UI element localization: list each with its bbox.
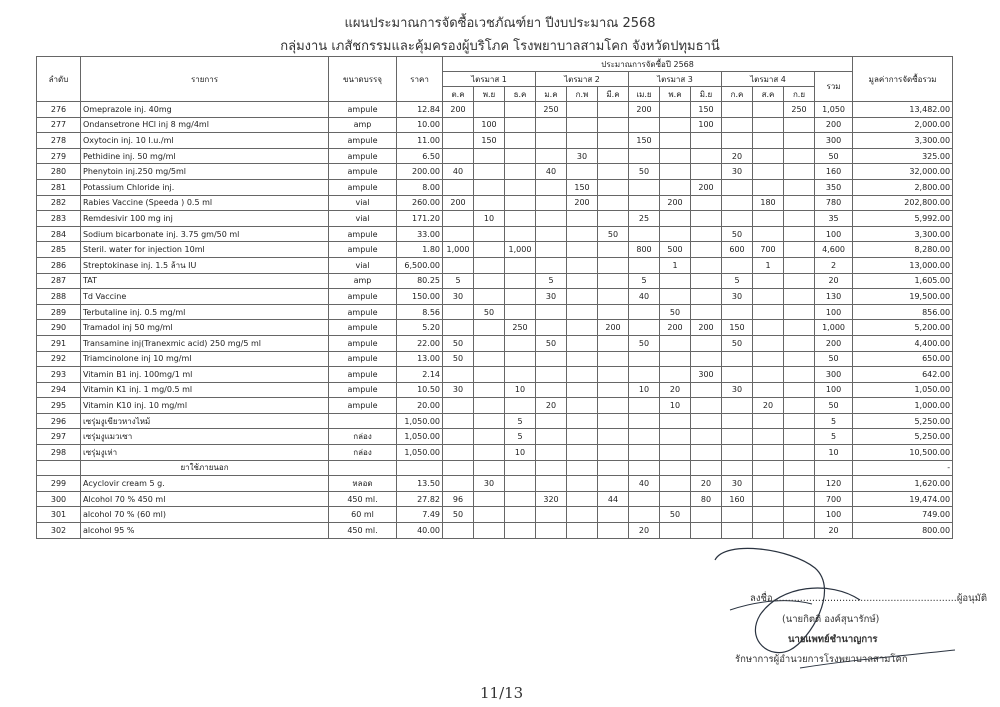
total-qty: 20 (815, 523, 853, 539)
header-month: เม.ย (629, 87, 660, 102)
month-qty: 40 (536, 164, 567, 180)
signatory-acting-role: รักษาการผู้อำนวยการโรงพยาบาลสามโคก (735, 654, 908, 665)
unit-price: 260.00 (397, 195, 443, 211)
month-qty: 5 (505, 413, 536, 429)
month-qty: 200 (691, 179, 722, 195)
month-qty: 700 (753, 242, 784, 258)
row-number: 283 (37, 211, 81, 227)
header-month: ก.ค (722, 87, 753, 102)
item-name: Rabies Vaccine (Speeda ) 0.5 ml (81, 195, 329, 211)
pack-size: ampule (329, 148, 397, 164)
item-name: Ondansetrone HCl inj 8 mg/4ml (81, 117, 329, 133)
signatory-position: นายแพทย์ชำนาญการ (788, 634, 878, 645)
month-qty: 20 (629, 523, 660, 539)
total-value: 642.00 (853, 367, 953, 383)
header-month: มิ.ย (691, 87, 722, 102)
month-qty: 50 (536, 335, 567, 351)
total-qty: 20 (815, 273, 853, 289)
month-qty: 320 (536, 491, 567, 507)
month-qty: 200 (567, 195, 598, 211)
unit-price: 150.00 (397, 289, 443, 305)
row-number: 276 (37, 102, 81, 118)
pack-size: ampule (329, 382, 397, 398)
item-name: Td Vaccine (81, 289, 329, 305)
item-name: Omeprazole inj. 40mg (81, 102, 329, 118)
unit-price: 10.00 (397, 117, 443, 133)
month-qty: 150 (691, 102, 722, 118)
total-value: 325.00 (853, 148, 953, 164)
pack-size: หลอด (329, 476, 397, 492)
pack-size: 450 ml. (329, 491, 397, 507)
month-qty: 200 (443, 195, 474, 211)
row-number: 299 (37, 476, 81, 492)
row-number: 294 (37, 382, 81, 398)
total-qty: 1,050 (815, 102, 853, 118)
header-no: ลำดับ (37, 57, 81, 102)
row-number: 288 (37, 289, 81, 305)
header-plan: ประมาณการจัดซื้อปี 2568 (443, 57, 853, 72)
row-number: 289 (37, 304, 81, 320)
month-qty: 250 (536, 102, 567, 118)
pack-size: ampule (329, 335, 397, 351)
item-name: Vitamin B1 inj. 100mg/1 ml (81, 367, 329, 383)
header-value: มูลค่าการจัดซื้อรวม (853, 57, 953, 102)
total-qty: 350 (815, 179, 853, 195)
total-value: 5,250.00 (853, 413, 953, 429)
document-title: แผนประมาณการจัดซื้อเวชภัณฑ์ยา ปีงบประมาณ 2568 (344, 16, 656, 31)
section-value: - (853, 460, 953, 476)
month-qty: 50 (598, 226, 629, 242)
item-name: Sodium bicarbonate inj. 3.75 gm/50 ml (81, 226, 329, 242)
month-qty: 50 (660, 304, 691, 320)
item-name: Transamine inj(Tranexmic acid) 250 mg/5 ml (81, 335, 329, 351)
item-name: Oxytocin inj. 10 I.u./ml (81, 133, 329, 149)
total-qty: 200 (815, 335, 853, 351)
pack-size: vial (329, 195, 397, 211)
header-q3: ไตรมาส 3 (629, 72, 722, 87)
pack-size: ampule (329, 179, 397, 195)
month-qty: 200 (660, 195, 691, 211)
month-qty: 96 (443, 491, 474, 507)
month-qty: 200 (691, 320, 722, 336)
item-name: Acyclovir cream 5 g. (81, 476, 329, 492)
row-number: 292 (37, 351, 81, 367)
row-number: 302 (37, 523, 81, 539)
item-name: Potassium Chloride inj. (81, 179, 329, 195)
total-value: 1,000.00 (853, 398, 953, 414)
total-qty: 5 (815, 429, 853, 445)
unit-price: 1,050.00 (397, 429, 443, 445)
total-qty: 50 (815, 398, 853, 414)
month-qty: 50 (443, 335, 474, 351)
row-number: 296 (37, 413, 81, 429)
month-qty: 1,000 (505, 242, 536, 258)
row-number: 279 (37, 148, 81, 164)
total-qty: 100 (815, 226, 853, 242)
pack-size: ampule (329, 133, 397, 149)
month-qty: 150 (567, 179, 598, 195)
month-qty: 200 (598, 320, 629, 336)
pack-size: ampule (329, 398, 397, 414)
month-qty: 30 (722, 382, 753, 398)
month-qty: 100 (691, 117, 722, 133)
month-qty: 40 (629, 476, 660, 492)
unit-price: 27.82 (397, 491, 443, 507)
month-qty: 10 (505, 382, 536, 398)
total-qty: 10 (815, 445, 853, 461)
unit-price: 8.00 (397, 179, 443, 195)
month-qty: 250 (505, 320, 536, 336)
pack-size: ampule (329, 304, 397, 320)
total-value: 5,200.00 (853, 320, 953, 336)
total-value: 202,800.00 (853, 195, 953, 211)
unit-price: 22.00 (397, 335, 443, 351)
pack-size: amp (329, 273, 397, 289)
header-month: มี.ค (598, 87, 629, 102)
month-qty: 100 (474, 117, 505, 133)
total-value: 2,800.00 (853, 179, 953, 195)
row-number: 297 (37, 429, 81, 445)
month-qty: 600 (722, 242, 753, 258)
pack-size: 450 ml. (329, 523, 397, 539)
month-qty: 40 (443, 164, 474, 180)
month-qty: 150 (629, 133, 660, 149)
month-qty: 1 (660, 257, 691, 273)
row-number: 282 (37, 195, 81, 211)
item-name: Terbutaline inj. 0.5 mg/ml (81, 304, 329, 320)
header-total: รวม (815, 72, 853, 102)
unit-price: 13.50 (397, 476, 443, 492)
header-month: ส.ค (753, 87, 784, 102)
total-value: 19,474.00 (853, 491, 953, 507)
month-qty: 30 (536, 289, 567, 305)
item-name: alcohol 70 % (60 ml) (81, 507, 329, 523)
unit-price: 200.00 (397, 164, 443, 180)
total-qty: 200 (815, 117, 853, 133)
month-qty: 200 (443, 102, 474, 118)
month-qty: 10 (474, 211, 505, 227)
total-value: 8,280.00 (853, 242, 953, 258)
unit-price: 80.25 (397, 273, 443, 289)
month-qty: 10 (660, 398, 691, 414)
unit-price: 171.20 (397, 211, 443, 227)
pack-size: ampule (329, 226, 397, 242)
unit-price: 1,050.00 (397, 413, 443, 429)
month-qty: 30 (567, 148, 598, 164)
pack-size: ampule (329, 320, 397, 336)
header-month: ธ.ค (505, 87, 536, 102)
total-qty: 50 (815, 148, 853, 164)
unit-price: 5.20 (397, 320, 443, 336)
total-qty: 300 (815, 133, 853, 149)
unit-price: 40.00 (397, 523, 443, 539)
total-qty: 35 (815, 211, 853, 227)
total-value: 3,300.00 (853, 226, 953, 242)
month-qty: 20 (753, 398, 784, 414)
month-qty: 50 (660, 507, 691, 523)
pack-size: ampule (329, 351, 397, 367)
total-value: 13,000.00 (853, 257, 953, 273)
pack-size: 60 ml (329, 507, 397, 523)
header-month: ก.พ (567, 87, 598, 102)
month-qty: 30 (722, 476, 753, 492)
total-qty: 100 (815, 507, 853, 523)
row-number: 280 (37, 164, 81, 180)
unit-price: 20.00 (397, 398, 443, 414)
total-value: 800.00 (853, 523, 953, 539)
month-qty: 50 (443, 507, 474, 523)
month-qty: 10 (629, 382, 660, 398)
month-qty: 5 (443, 273, 474, 289)
month-qty: 150 (474, 133, 505, 149)
month-qty: 5 (722, 273, 753, 289)
unit-price: 10.50 (397, 382, 443, 398)
month-qty: 180 (753, 195, 784, 211)
header-q1: ไตรมาส 1 (443, 72, 536, 87)
item-name: Vitamin K10 inj. 10 mg/ml (81, 398, 329, 414)
header-q4: ไตรมาส 4 (722, 72, 815, 87)
month-qty: 30 (474, 476, 505, 492)
unit-price: 11.00 (397, 133, 443, 149)
row-number: 284 (37, 226, 81, 242)
total-qty: 50 (815, 351, 853, 367)
item-name: Streptokinase inj. 1.5 ล้าน IU (81, 257, 329, 273)
total-value: 1,605.00 (853, 273, 953, 289)
pack-size: vial (329, 211, 397, 227)
month-qty: 20 (536, 398, 567, 414)
item-name: เซรุ่มงูแมวเซา (81, 429, 329, 445)
row-number: 300 (37, 491, 81, 507)
month-qty: 50 (629, 335, 660, 351)
total-qty: 300 (815, 367, 853, 383)
total-value: 3,300.00 (853, 133, 953, 149)
pack-size: ampule (329, 242, 397, 258)
row-number: 301 (37, 507, 81, 523)
total-qty: 130 (815, 289, 853, 305)
total-qty: 100 (815, 382, 853, 398)
month-qty: 5 (505, 429, 536, 445)
item-name: เซรุ่มงูเห่า (81, 445, 329, 461)
total-value: 2,000.00 (853, 117, 953, 133)
month-qty: 250 (784, 102, 815, 118)
total-qty: 100 (815, 304, 853, 320)
pack-size: amp (329, 117, 397, 133)
total-value: 856.00 (853, 304, 953, 320)
month-qty: 1 (753, 257, 784, 273)
row-number: 287 (37, 273, 81, 289)
item-name: Remdesivir 100 mg inj (81, 211, 329, 227)
unit-price: 12.84 (397, 102, 443, 118)
total-value: 32,000.00 (853, 164, 953, 180)
unit-price: 7.49 (397, 507, 443, 523)
header-month: ม.ค (536, 87, 567, 102)
unit-price: 1,050.00 (397, 445, 443, 461)
month-qty: 5 (536, 273, 567, 289)
row-number: 295 (37, 398, 81, 414)
month-qty: 150 (722, 320, 753, 336)
header-price: ราคา (397, 57, 443, 102)
pack-size: ampule (329, 102, 397, 118)
row-number: 281 (37, 179, 81, 195)
total-qty: 700 (815, 491, 853, 507)
month-qty: 50 (722, 226, 753, 242)
total-value: 5,992.00 (853, 211, 953, 227)
total-qty: 4,600 (815, 242, 853, 258)
month-qty: 300 (691, 367, 722, 383)
month-qty: 50 (629, 164, 660, 180)
total-value: 1,620.00 (853, 476, 953, 492)
total-value: 13,482.00 (853, 102, 953, 118)
pack-size: ampule (329, 289, 397, 305)
month-qty: 500 (660, 242, 691, 258)
month-qty: 30 (722, 164, 753, 180)
row-number: 291 (37, 335, 81, 351)
item-name: Phenytoin inj.250 mg/5ml (81, 164, 329, 180)
total-value: 650.00 (853, 351, 953, 367)
header-month: พ.ย (474, 87, 505, 102)
month-qty: 50 (443, 351, 474, 367)
total-value: 10,500.00 (853, 445, 953, 461)
month-qty: 200 (660, 320, 691, 336)
pack-size: ampule (329, 367, 397, 383)
pack-size: ampule (329, 164, 397, 180)
row-number: 278 (37, 133, 81, 149)
month-qty: 160 (722, 491, 753, 507)
header-month: พ.ค (660, 87, 691, 102)
unit-price: 1.80 (397, 242, 443, 258)
total-qty: 5 (815, 413, 853, 429)
total-qty: 780 (815, 195, 853, 211)
row-number: 290 (37, 320, 81, 336)
unit-price: 2.14 (397, 367, 443, 383)
month-qty: 200 (629, 102, 660, 118)
month-qty: 44 (598, 491, 629, 507)
month-qty: 20 (660, 382, 691, 398)
total-value: 4,400.00 (853, 335, 953, 351)
total-value: 749.00 (853, 507, 953, 523)
document-subtitle: กลุ่มงาน เภสัชกรรมและคุ้มครองผู้บริโภค โรงพยาบาลสามโคก จังหวัดปทุมธานี (280, 39, 720, 54)
page-number: 11/13 (480, 684, 524, 702)
month-qty: 30 (443, 289, 474, 305)
row-number: 293 (37, 367, 81, 383)
total-value: 19,500.00 (853, 289, 953, 305)
header-month: ต.ค (443, 87, 474, 102)
total-qty: 160 (815, 164, 853, 180)
row-number: 298 (37, 445, 81, 461)
item-name: Triamcinolone inj 10 mg/ml (81, 351, 329, 367)
unit-price: 8.56 (397, 304, 443, 320)
month-qty: 50 (722, 335, 753, 351)
month-qty: 20 (691, 476, 722, 492)
month-qty: 30 (722, 289, 753, 305)
header-q2: ไตรมาส 2 (536, 72, 629, 87)
item-name: เซรุ่มงูเขียวหางไหม้ (81, 413, 329, 429)
section-label: ยาใช้ภายนอก (81, 460, 329, 476)
month-qty: 50 (474, 304, 505, 320)
pack-size: กล่อง (329, 429, 397, 445)
total-value: 1,050.00 (853, 382, 953, 398)
unit-price: 13.00 (397, 351, 443, 367)
header-item: รายการ (81, 57, 329, 102)
month-qty: 1,000 (443, 242, 474, 258)
month-qty: 40 (629, 289, 660, 305)
header-pack: ขนาดบรรจุ (329, 57, 397, 102)
item-name: Vitamin K1 inj. 1 mg/0.5 ml (81, 382, 329, 398)
signatory-name: (นายกิตติ องค์สุนารักษ์) (782, 614, 880, 625)
month-qty: 800 (629, 242, 660, 258)
unit-price: 33.00 (397, 226, 443, 242)
row-number: 286 (37, 257, 81, 273)
total-qty: 1,000 (815, 320, 853, 336)
pack-size: กล่อง (329, 445, 397, 461)
month-qty: 10 (505, 445, 536, 461)
header-month: ก.ย (784, 87, 815, 102)
signature-line: ลงชื่อ.............................................................ผู้อนุมัติ (750, 593, 988, 604)
row-number: 285 (37, 242, 81, 258)
month-qty: 80 (691, 491, 722, 507)
total-qty: 2 (815, 257, 853, 273)
total-qty: 120 (815, 476, 853, 492)
pack-size: vial (329, 257, 397, 273)
item-name: alcohol 95 % (81, 523, 329, 539)
total-value: 5,250.00 (853, 429, 953, 445)
unit-price: 6.50 (397, 148, 443, 164)
item-name: Tramadol inj 50 mg/ml (81, 320, 329, 336)
month-qty: 20 (722, 148, 753, 164)
row-number: 277 (37, 117, 81, 133)
item-name: TAT (81, 273, 329, 289)
month-qty: 25 (629, 211, 660, 227)
month-qty: 5 (629, 273, 660, 289)
month-qty: 30 (443, 382, 474, 398)
item-name: Steril. water for injection 10ml (81, 242, 329, 258)
unit-price: 6,500.00 (397, 257, 443, 273)
item-name: Alcohol 70 % 450 ml (81, 491, 329, 507)
item-name: Pethidine inj. 50 mg/ml (81, 148, 329, 164)
